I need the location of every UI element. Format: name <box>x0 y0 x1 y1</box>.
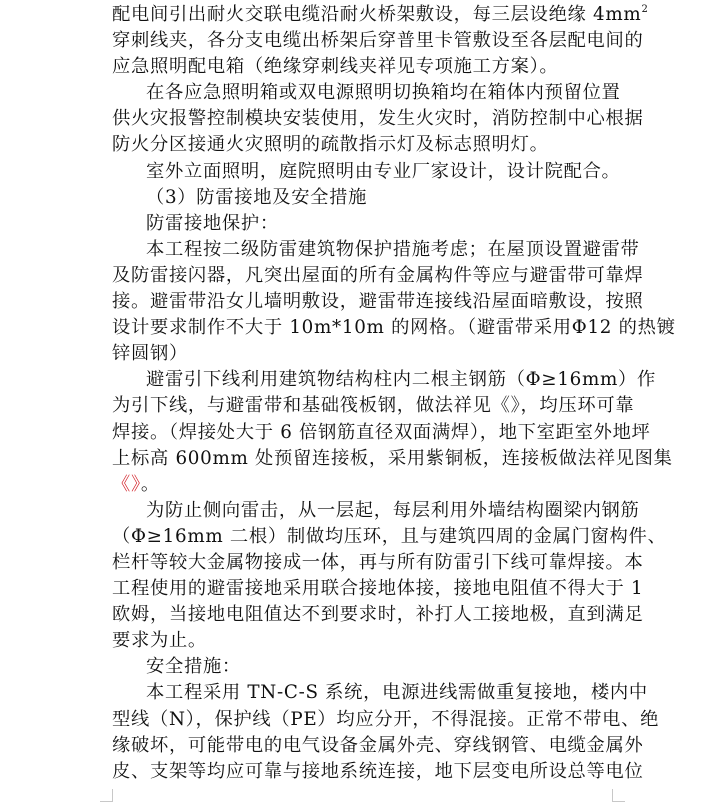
text-line: 栏杆等较大金属物接成一体，再与所有防雷引下线可靠焊接。本 <box>112 551 644 573</box>
text-line: 欧姆，当接地电阻值达不到要求时，补打人工接地极，直到满足 <box>112 604 644 626</box>
section-heading: （3）防雷接地及安全措施 <box>146 186 368 208</box>
margin-corner-mark <box>612 789 625 802</box>
text-line: 焊接。（焊接处大于 6 倍钢筋直径双面满焊），地下室距室外地坪 <box>112 421 651 443</box>
paragraph-start-line: 为防止侧向雷击，从一层起，每层利用外墙结构圈梁内钢筋 <box>146 499 640 521</box>
paragraph-start-line: 避雷引下线利用建筑物结构柱内二根主钢筋（Φ≥16mm）作 <box>146 369 657 391</box>
text-line: 要求为止。 <box>112 630 207 652</box>
red-bracket-mark: 《》 <box>112 473 141 495</box>
text-line: 穿刺线夹，各分支电缆出桥架后穿普里卡管敷设至各层配电间的 <box>112 30 644 52</box>
text-line: 锌圆钢） <box>112 343 188 365</box>
paragraph-start-line: 室外立面照明，庭院照明由专业厂家设计，设计院配合。 <box>146 160 621 182</box>
text-line: 及防雷接闪器，凡突出屋面的所有金属构件等应与避雷带可靠焊 <box>112 264 644 286</box>
line-text: 配电间引出耐火交联电缆沿耐火桥架敷设，每三层设绝缘 4mm <box>112 4 642 25</box>
text-line: 应急照明配电箱（绝缘穿刺线夹祥见专项施工方案）。 <box>112 56 559 78</box>
text-line: 型线（N），保护线（PE）均应分开，不得混接。正常不带电、绝 <box>112 708 660 730</box>
text-line: 上标高 600mm 处预留连接板，采用紫铜板，连接板做法祥见图集 <box>112 447 673 469</box>
margin-corner-mark <box>100 789 113 802</box>
text-line: 为引下线，与避雷带和基础筏板钢，做法祥见《》，均压环可靠 <box>112 395 635 417</box>
text-line: 设计要求制作不大于 10m*10m 的网格。（避雷带采用Φ12 的热镀 <box>112 317 676 339</box>
subsection-heading: 防雷接地保护： <box>146 212 279 234</box>
text-line <box>112 472 612 498</box>
text-line: 防火分区接通火灾照明的疏散指示灯及标志照明灯。 <box>112 134 549 156</box>
paragraph-start-line: 本工程采用 TN-C-S 系统，电源进线需做重复接地，楼内中 <box>146 682 648 704</box>
text-line: 皮、支架等均应可靠与接地系统连接，地下层变电所设总等电位 <box>112 760 644 782</box>
subsection-heading: 安全措施： <box>146 656 241 678</box>
text-line: 工程使用的避雷接地采用联合接地体接，接地电阻值不得大于 1 <box>112 578 644 600</box>
text-line: （Φ≥16mm 二根）制做均压环，且与建筑四周的金属门窗构件、 <box>112 525 667 547</box>
superscript: 2 <box>641 4 649 15</box>
paragraph-start-line: 在各应急照明箱或双电源照明切换箱均在箱体内预留位置 <box>146 82 621 104</box>
paragraph-start-line: 本工程按二级防雷建筑物保护措施考虑；在屋顶设置避雷带 <box>146 238 640 260</box>
text-line: 缘破坏，可能带电的电气设备金属外壳、穿线钢管、电缆金属外 <box>112 734 644 756</box>
text-line: 供火灾报警控制模块安装使用，发生火灾时，消防控制中心根据 <box>112 108 644 130</box>
text-line <box>112 2 649 28</box>
line-text: 。 <box>140 473 160 495</box>
document-body <box>112 2 676 785</box>
text-line: 接。避雷带沿女儿墙明敷设，避雷带连接线沿屋面暗敷设，按照 <box>112 291 644 313</box>
